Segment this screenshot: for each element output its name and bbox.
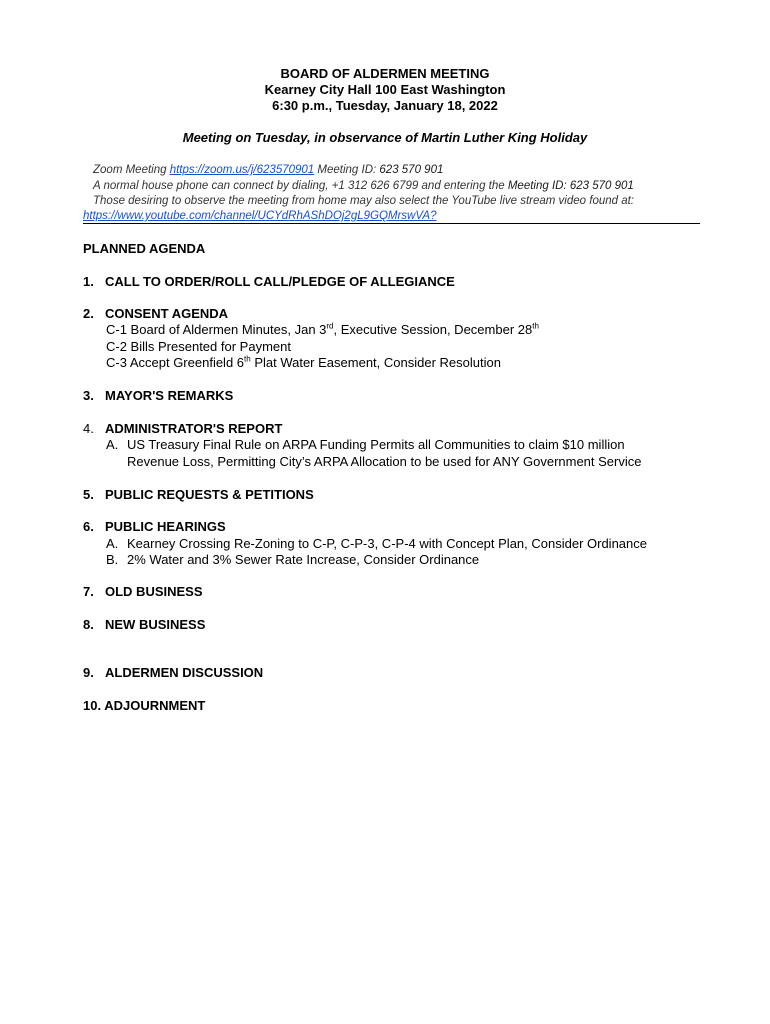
meeting-datetime: 6:30 p.m., Tuesday, January 18, 2022 bbox=[272, 98, 498, 113]
item-number: 6. bbox=[83, 519, 94, 534]
agenda-item-5 bbox=[83, 487, 314, 503]
item-label: PUBLIC REQUESTS & PETITIONS bbox=[105, 487, 314, 502]
agenda-item-6 bbox=[83, 519, 226, 535]
item-number: 8. bbox=[83, 617, 94, 632]
agenda-item-1 bbox=[83, 274, 455, 290]
zoom-id-label: Meeting ID: bbox=[314, 164, 380, 176]
youtube-info-line: Those desiring to observe the meeting from home may also select the YouTube live stream video found at: bbox=[93, 195, 635, 207]
agenda-item-10 bbox=[83, 698, 205, 714]
agenda-item-4 bbox=[83, 421, 282, 437]
c3-sup: th bbox=[244, 354, 251, 364]
item-label: CALL TO ORDER/ROLL CALL/PLEDGE OF ALLEGIANCE bbox=[105, 274, 455, 289]
item-letter: A. bbox=[106, 536, 119, 551]
item-number: 10. bbox=[83, 698, 102, 713]
c1-text-b: , Executive Session, December 28 bbox=[333, 322, 533, 337]
agenda-item-8 bbox=[83, 617, 205, 633]
c3-text-b: Plat Water Easement, Consider Resolution bbox=[250, 355, 501, 370]
item-label: CONSENT AGENDA bbox=[105, 306, 229, 321]
hearing-a-text: Kearney Crossing Re-Zoning to C-P, C-P-3, C-P-4 with Concept Plan, Consider Ordinance bbox=[127, 536, 647, 551]
zoom-link[interactable]: https://zoom.us/j/623570901 bbox=[169, 164, 315, 176]
item-label: OLD BUSINESS bbox=[105, 584, 203, 599]
item-letter: A. bbox=[106, 437, 119, 452]
phone-info-line bbox=[93, 179, 634, 194]
meeting-title: BOARD OF ALDERMEN MEETING bbox=[280, 66, 490, 81]
item-label: ALDERMEN DISCUSSION bbox=[105, 665, 264, 680]
hearing-item-a bbox=[106, 536, 647, 552]
youtube-link[interactable]: https://www.youtube.com/channel/UCYdRhAShDOj2gL9GQMrswVA? bbox=[83, 210, 437, 222]
report-a-line2: Revenue Loss, Permitting City’s ARPA Allocation to be used for ANY Government Service bbox=[127, 454, 642, 469]
item-number: 5. bbox=[83, 487, 94, 502]
c1-sup-1: rd bbox=[326, 321, 334, 331]
item-number: 7. bbox=[83, 584, 94, 599]
item-label: NEW BUSINESS bbox=[105, 617, 206, 632]
c1-sup-2: th bbox=[532, 321, 539, 331]
consent-item-c2: C-2 Bills Presented for Payment bbox=[106, 339, 291, 354]
phone-meeting-id: Meeting ID: 623 570 901 bbox=[507, 180, 634, 192]
hearing-item-b bbox=[106, 552, 479, 568]
item-label: MAYOR'S REMARKS bbox=[105, 388, 234, 403]
agenda-item-7 bbox=[83, 584, 203, 600]
consent-item-c1 bbox=[106, 322, 539, 338]
report-a-line1: US Treasury Final Rule on ARPA Funding Permits all Communities to claim $10 million bbox=[127, 437, 625, 452]
item-label: ADMINISTRATOR'S REPORT bbox=[105, 421, 283, 436]
divider bbox=[83, 223, 700, 224]
meeting-subtitle: Meeting on Tuesday, in observance of Martin Luther King Holiday bbox=[182, 130, 588, 145]
hearing-b-text: 2% Water and 3% Sewer Rate Increase, Consider Ordinance bbox=[127, 552, 480, 567]
youtube-link-line bbox=[83, 209, 436, 224]
item-label: ADJOURNMENT bbox=[104, 698, 206, 713]
item-number: 9. bbox=[83, 665, 94, 680]
agenda-item-2 bbox=[83, 306, 228, 322]
meeting-location: Kearney City Hall 100 East Washington bbox=[264, 82, 506, 97]
consent-item-c3 bbox=[106, 355, 501, 371]
zoom-prefix: Zoom Meeting bbox=[93, 164, 170, 176]
item-number: 3. bbox=[83, 388, 94, 403]
agenda-item-3 bbox=[83, 388, 233, 404]
agenda-item-9 bbox=[83, 665, 263, 681]
report-item-a bbox=[106, 437, 625, 453]
zoom-info-line bbox=[93, 163, 443, 178]
item-number: 4. bbox=[83, 421, 94, 436]
planned-agenda-heading: PLANNED AGENDA bbox=[83, 241, 206, 256]
item-letter: B. bbox=[106, 552, 119, 567]
phone-text: A normal house phone can connect by dialing, +1 312 626 6799 and entering the bbox=[93, 180, 508, 192]
c1-text-a: C-1 Board of Aldermen Minutes, Jan 3 bbox=[106, 322, 327, 337]
item-number: 1. bbox=[83, 274, 94, 289]
item-label: PUBLIC HEARINGS bbox=[105, 519, 226, 534]
item-number: 2. bbox=[83, 306, 94, 321]
c3-text-a: C-3 Accept Greenfield 6 bbox=[106, 355, 245, 370]
zoom-id: 623 570 901 bbox=[379, 164, 444, 176]
